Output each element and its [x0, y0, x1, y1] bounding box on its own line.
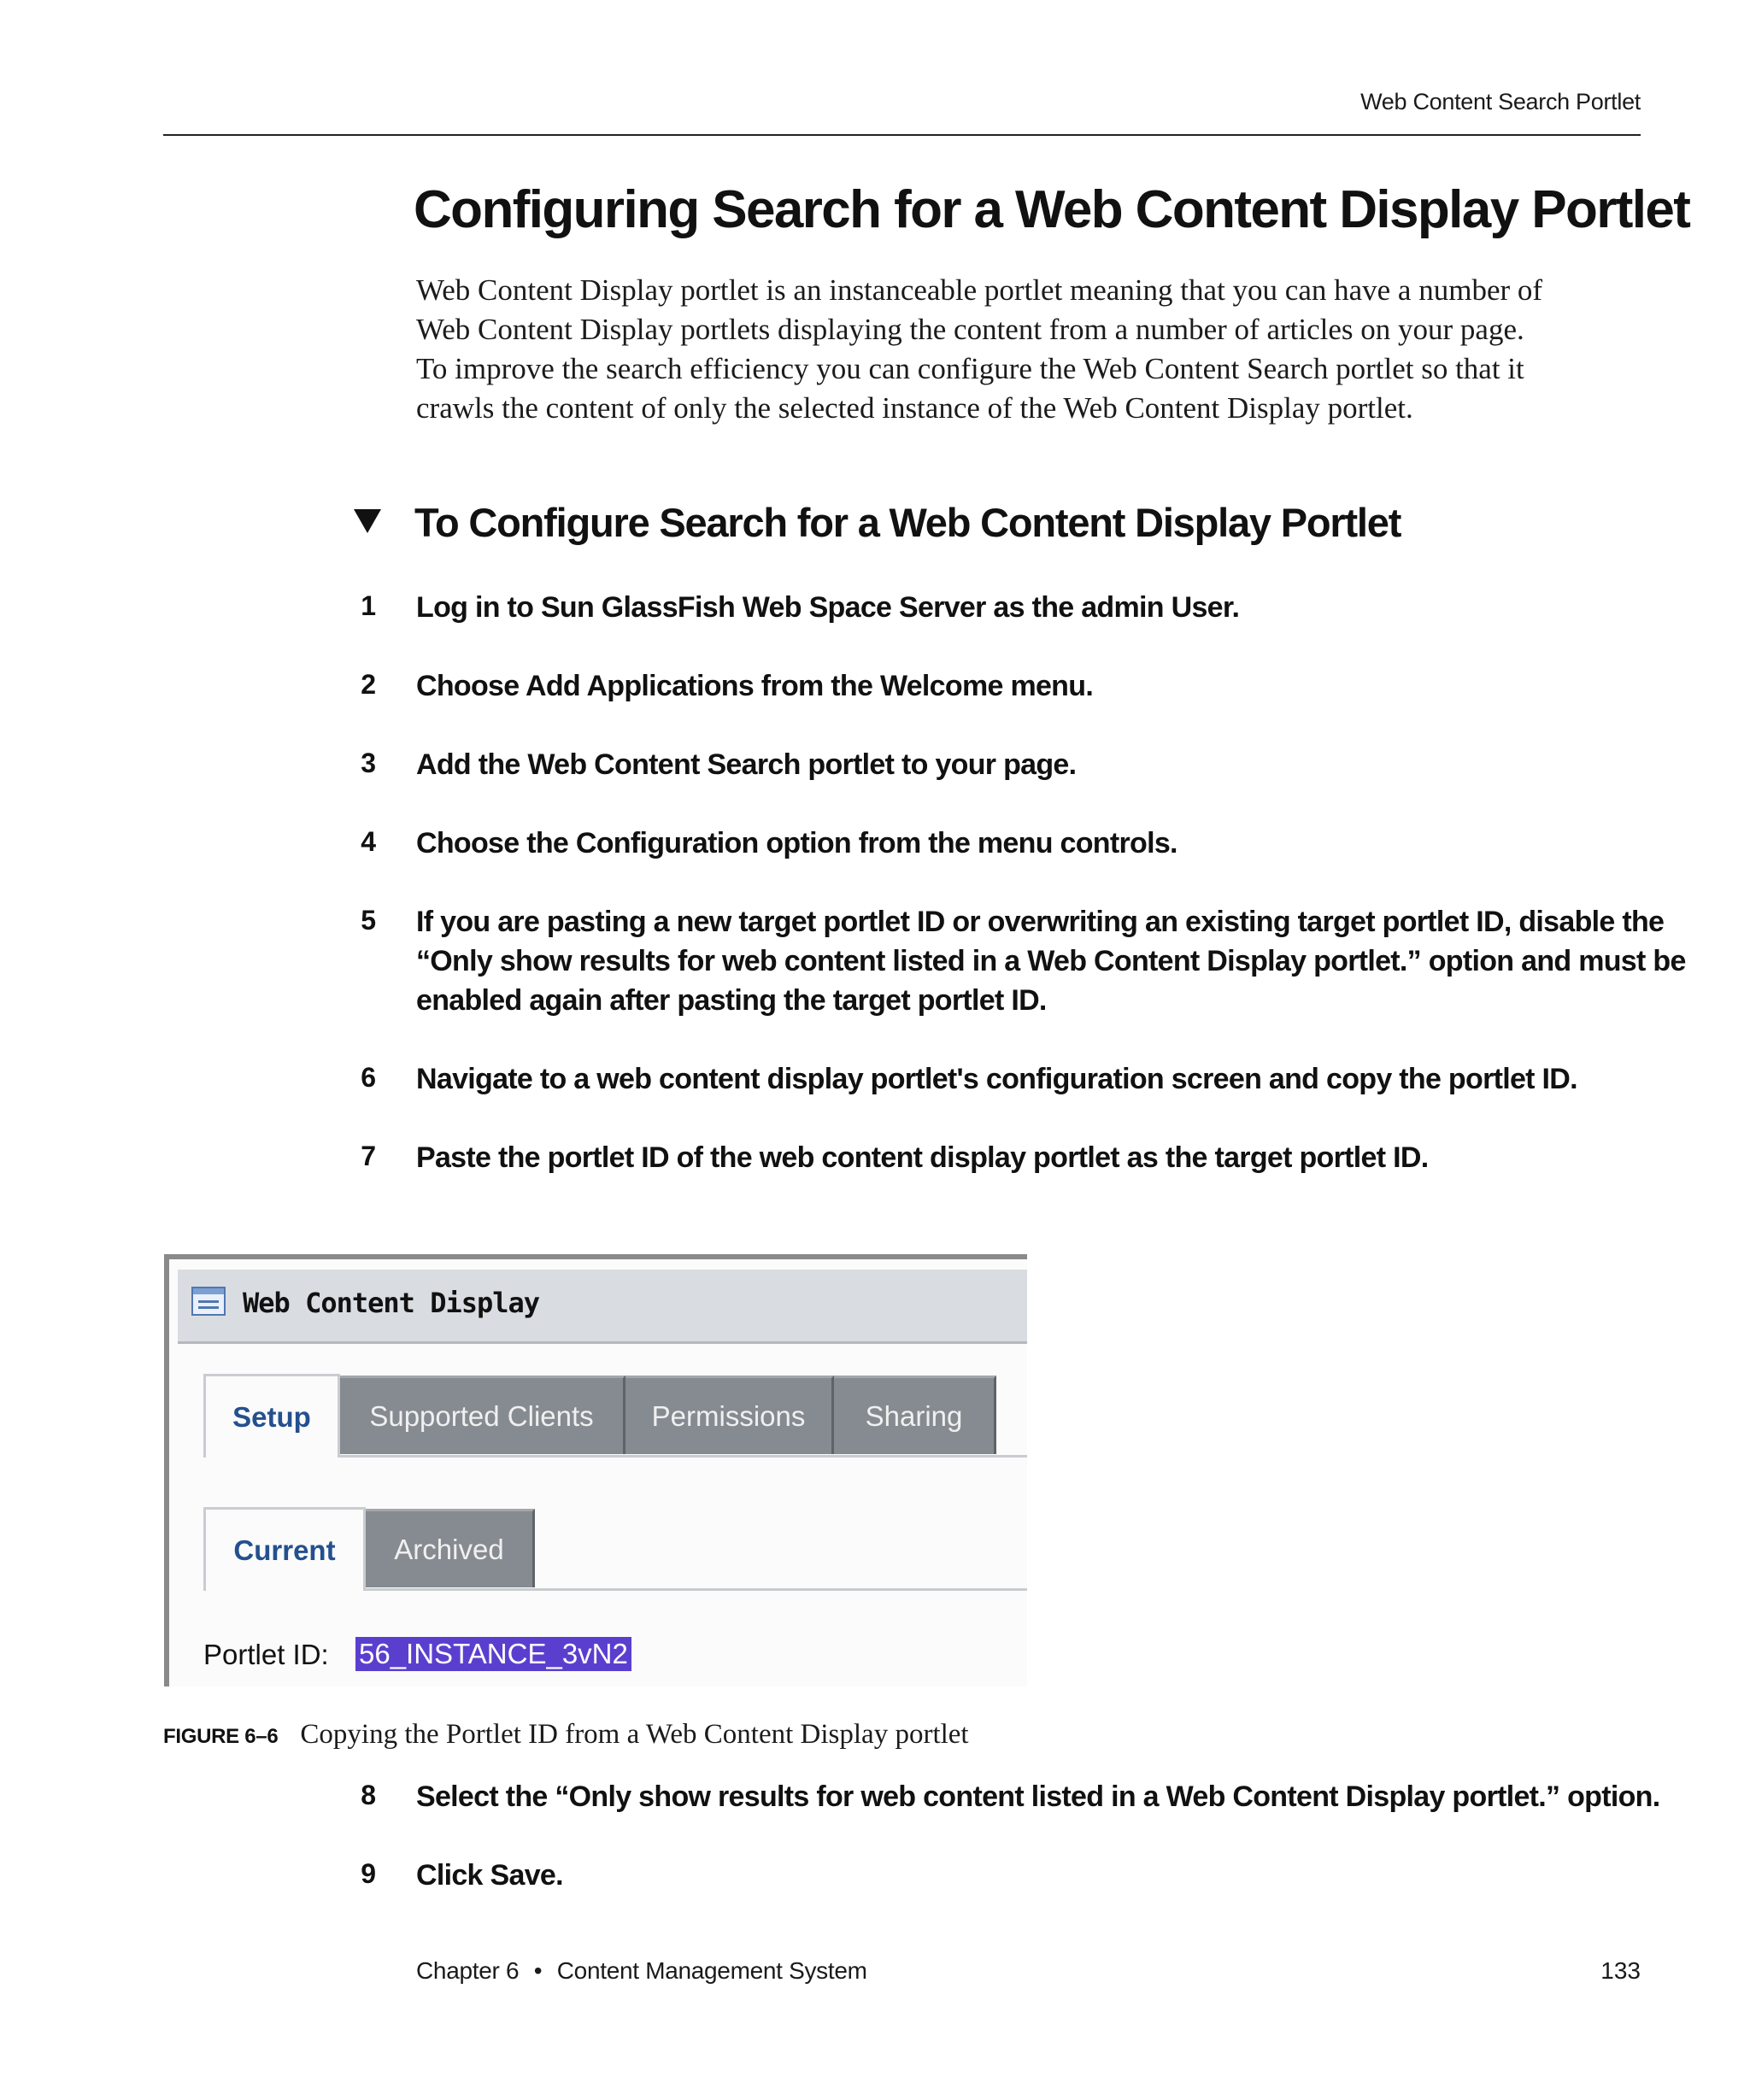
section-label: Content Management System — [556, 1957, 867, 1984]
step-number: 8 — [361, 1780, 376, 1810]
portlet-titlebar — [178, 1270, 1027, 1344]
content-subtabs — [203, 1507, 1027, 1591]
section-title: Configuring Search for a Web Content Display Portlet — [414, 180, 1690, 239]
step-text: If you are pasting a new target portlet ID or overwriting an existing target portlet ID, disable the “Only show results for web content listed in a Web Content Display portlet.” option and must be enabled again after pasting the target portlet ID. — [416, 906, 1686, 1017]
footer-chapter — [416, 1957, 867, 1985]
step-text: Add the Web Content Search portlet to your page. — [416, 748, 1077, 781]
header-rule — [163, 134, 1641, 136]
step-text: Log in to Sun GlassFish Web Space Server as the admin User. — [416, 591, 1240, 624]
figure-border — [164, 1254, 1027, 1259]
step-text: Choose Add Applications from the Welcome menu. — [416, 670, 1094, 702]
portlet-id-value[interactable]: 56_INSTANCE_3vN2 — [355, 1637, 631, 1671]
portlet-window-icon — [191, 1287, 226, 1316]
step-text: Navigate to a web content display portlet's configuration screen and copy the portlet ID. — [416, 1063, 1577, 1095]
config-tabs — [203, 1374, 1027, 1458]
portlet-title: Web Content Display — [243, 1287, 540, 1319]
tab-permissions[interactable]: Permissions — [625, 1376, 834, 1454]
step-number: 2 — [361, 669, 376, 700]
portlet-id-label: Portlet ID: — [203, 1639, 329, 1670]
step-text: Choose the Configuration option from the menu controls. — [416, 827, 1177, 859]
intro-line: crawls the content of only the selected instance of the Web Content Display portlet. — [416, 391, 1413, 425]
chapter-label: Chapter 6 — [416, 1957, 520, 1984]
running-head: Web Content Search Portlet — [1360, 89, 1641, 114]
figure-caption — [163, 1719, 969, 1751]
intro-line: Web Content Display portlet is an instanceable portlet meaning that you can have a number of — [416, 273, 1543, 307]
footer-bullet: • — [533, 1957, 543, 1984]
step-text: Paste the portlet ID of the web content display portlet as the target portlet ID. — [416, 1141, 1429, 1174]
tab-current[interactable]: Current — [203, 1507, 366, 1591]
figure-border — [164, 1254, 169, 1686]
step-text: Select the “Only show results for web content listed in a Web Content Display portlet.” option. — [416, 1780, 1660, 1813]
tab-archived[interactable]: Archived — [366, 1509, 535, 1587]
step-number: 3 — [361, 748, 376, 778]
step-number: 5 — [361, 905, 376, 936]
intro-line: Web Content Display portlets displaying the content from a number of articles on your page. — [416, 313, 1524, 346]
step-number: 6 — [361, 1062, 376, 1093]
procedure-title: To Configure Search for a Web Content Display Portlet — [414, 500, 1401, 545]
step-number: 1 — [361, 590, 376, 621]
portlet-screenshot — [164, 1254, 1027, 1686]
intro-paragraph — [416, 271, 1647, 428]
page-number: 133 — [1600, 1957, 1641, 1984]
figure-caption-label: FIGURE 6–6 — [163, 1725, 279, 1748]
figure-caption-text: Copying the Portlet ID from a Web Content Display portlet — [300, 1719, 969, 1750]
procedure-triangle-icon — [354, 509, 381, 533]
step-number: 7 — [361, 1141, 376, 1171]
step-number: 4 — [361, 826, 376, 857]
intro-line: To improve the search efficiency you can configure the Web Content Search portlet so that it — [416, 352, 1524, 385]
tab-setup[interactable]: Setup — [203, 1374, 340, 1458]
step-text: Click Save. — [416, 1859, 563, 1892]
step-number: 9 — [361, 1858, 376, 1889]
tab-sharing[interactable]: Sharing — [834, 1376, 996, 1454]
tab-supported-clients[interactable]: Supported Clients — [340, 1376, 625, 1454]
